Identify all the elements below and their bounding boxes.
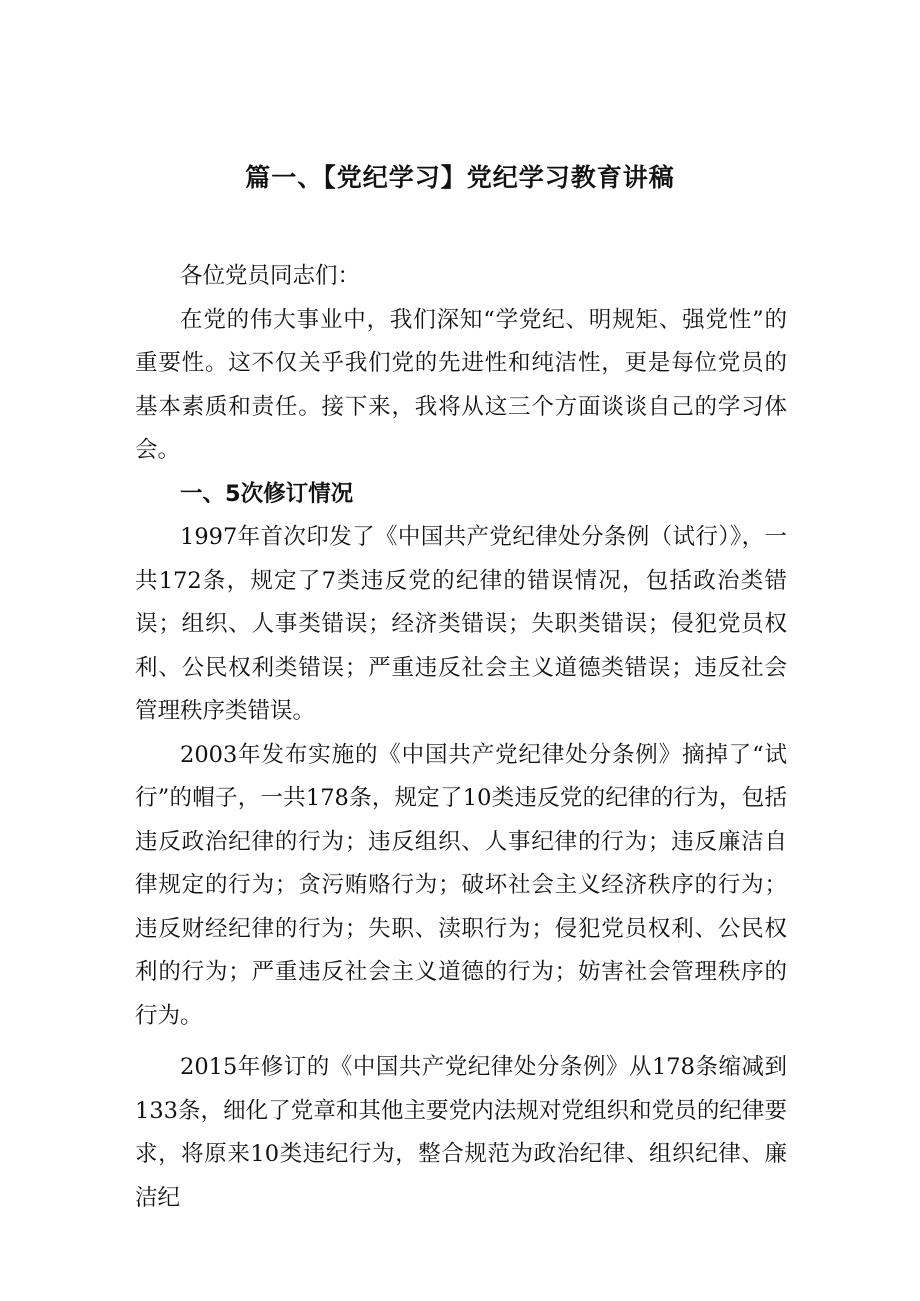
paragraph-1997: 1997年首次印发了《中国共产党纪律处分条例（试行）》，一共172条，规定了7类违反党的纪律的错误情况，包括政治类错误；组织、人事类错误；经济类错误；失职类错误；侵犯党员权利、公民权利类错误；严重违反社会主义道德类错误；违反社会管理秩序类错误。 — [135, 524, 787, 724]
document-title: 篇一、【党纪学习】党纪学习教育讲稿 — [245, 163, 675, 192]
document-body — [135, 255, 787, 1220]
greeting-paragraph: 各位党员同志们： — [180, 263, 361, 289]
paragraph-2015: 2015年修订的《中国共产党纪律处分条例》从178条缩减到133条，细化了党章和其他主要党内法规对党组织和党员的纪律要求，将原来10类违纪行为，整合规范为政治纪律、组织纪律、廉洁纪 — [135, 1054, 787, 1211]
paragraph-2003: 2003年发布实施的《中国共产党纪律处分条例》摘掉了“试行”的帽子，一共178条，规定了10类违反党的纪律的行为，包括违反政治纪律的行为；违反组织、人事纪律的行为；违反廉洁自律规定的行为；贪污贿赂行为；破坏社会主义经济秩序的行为；违反财经纪律的行为；失职、渎职行为；侵犯党员权利、公民权利的行为；严重违反社会主义道德的行为；妨害社会管理秩序的行为。 — [135, 741, 787, 1029]
intro-paragraph: 在党的伟大事业中，我们深知“学党纪、明规矩、强党性”的重要性。这不仅关乎我们党的先进性和纯洁性，更是每位党员的基本素质和责任。接下来，我将从这三个方面谈谈自己的学习体会。 — [135, 306, 787, 463]
section-heading: 一、5次修订情况 — [180, 480, 354, 507]
